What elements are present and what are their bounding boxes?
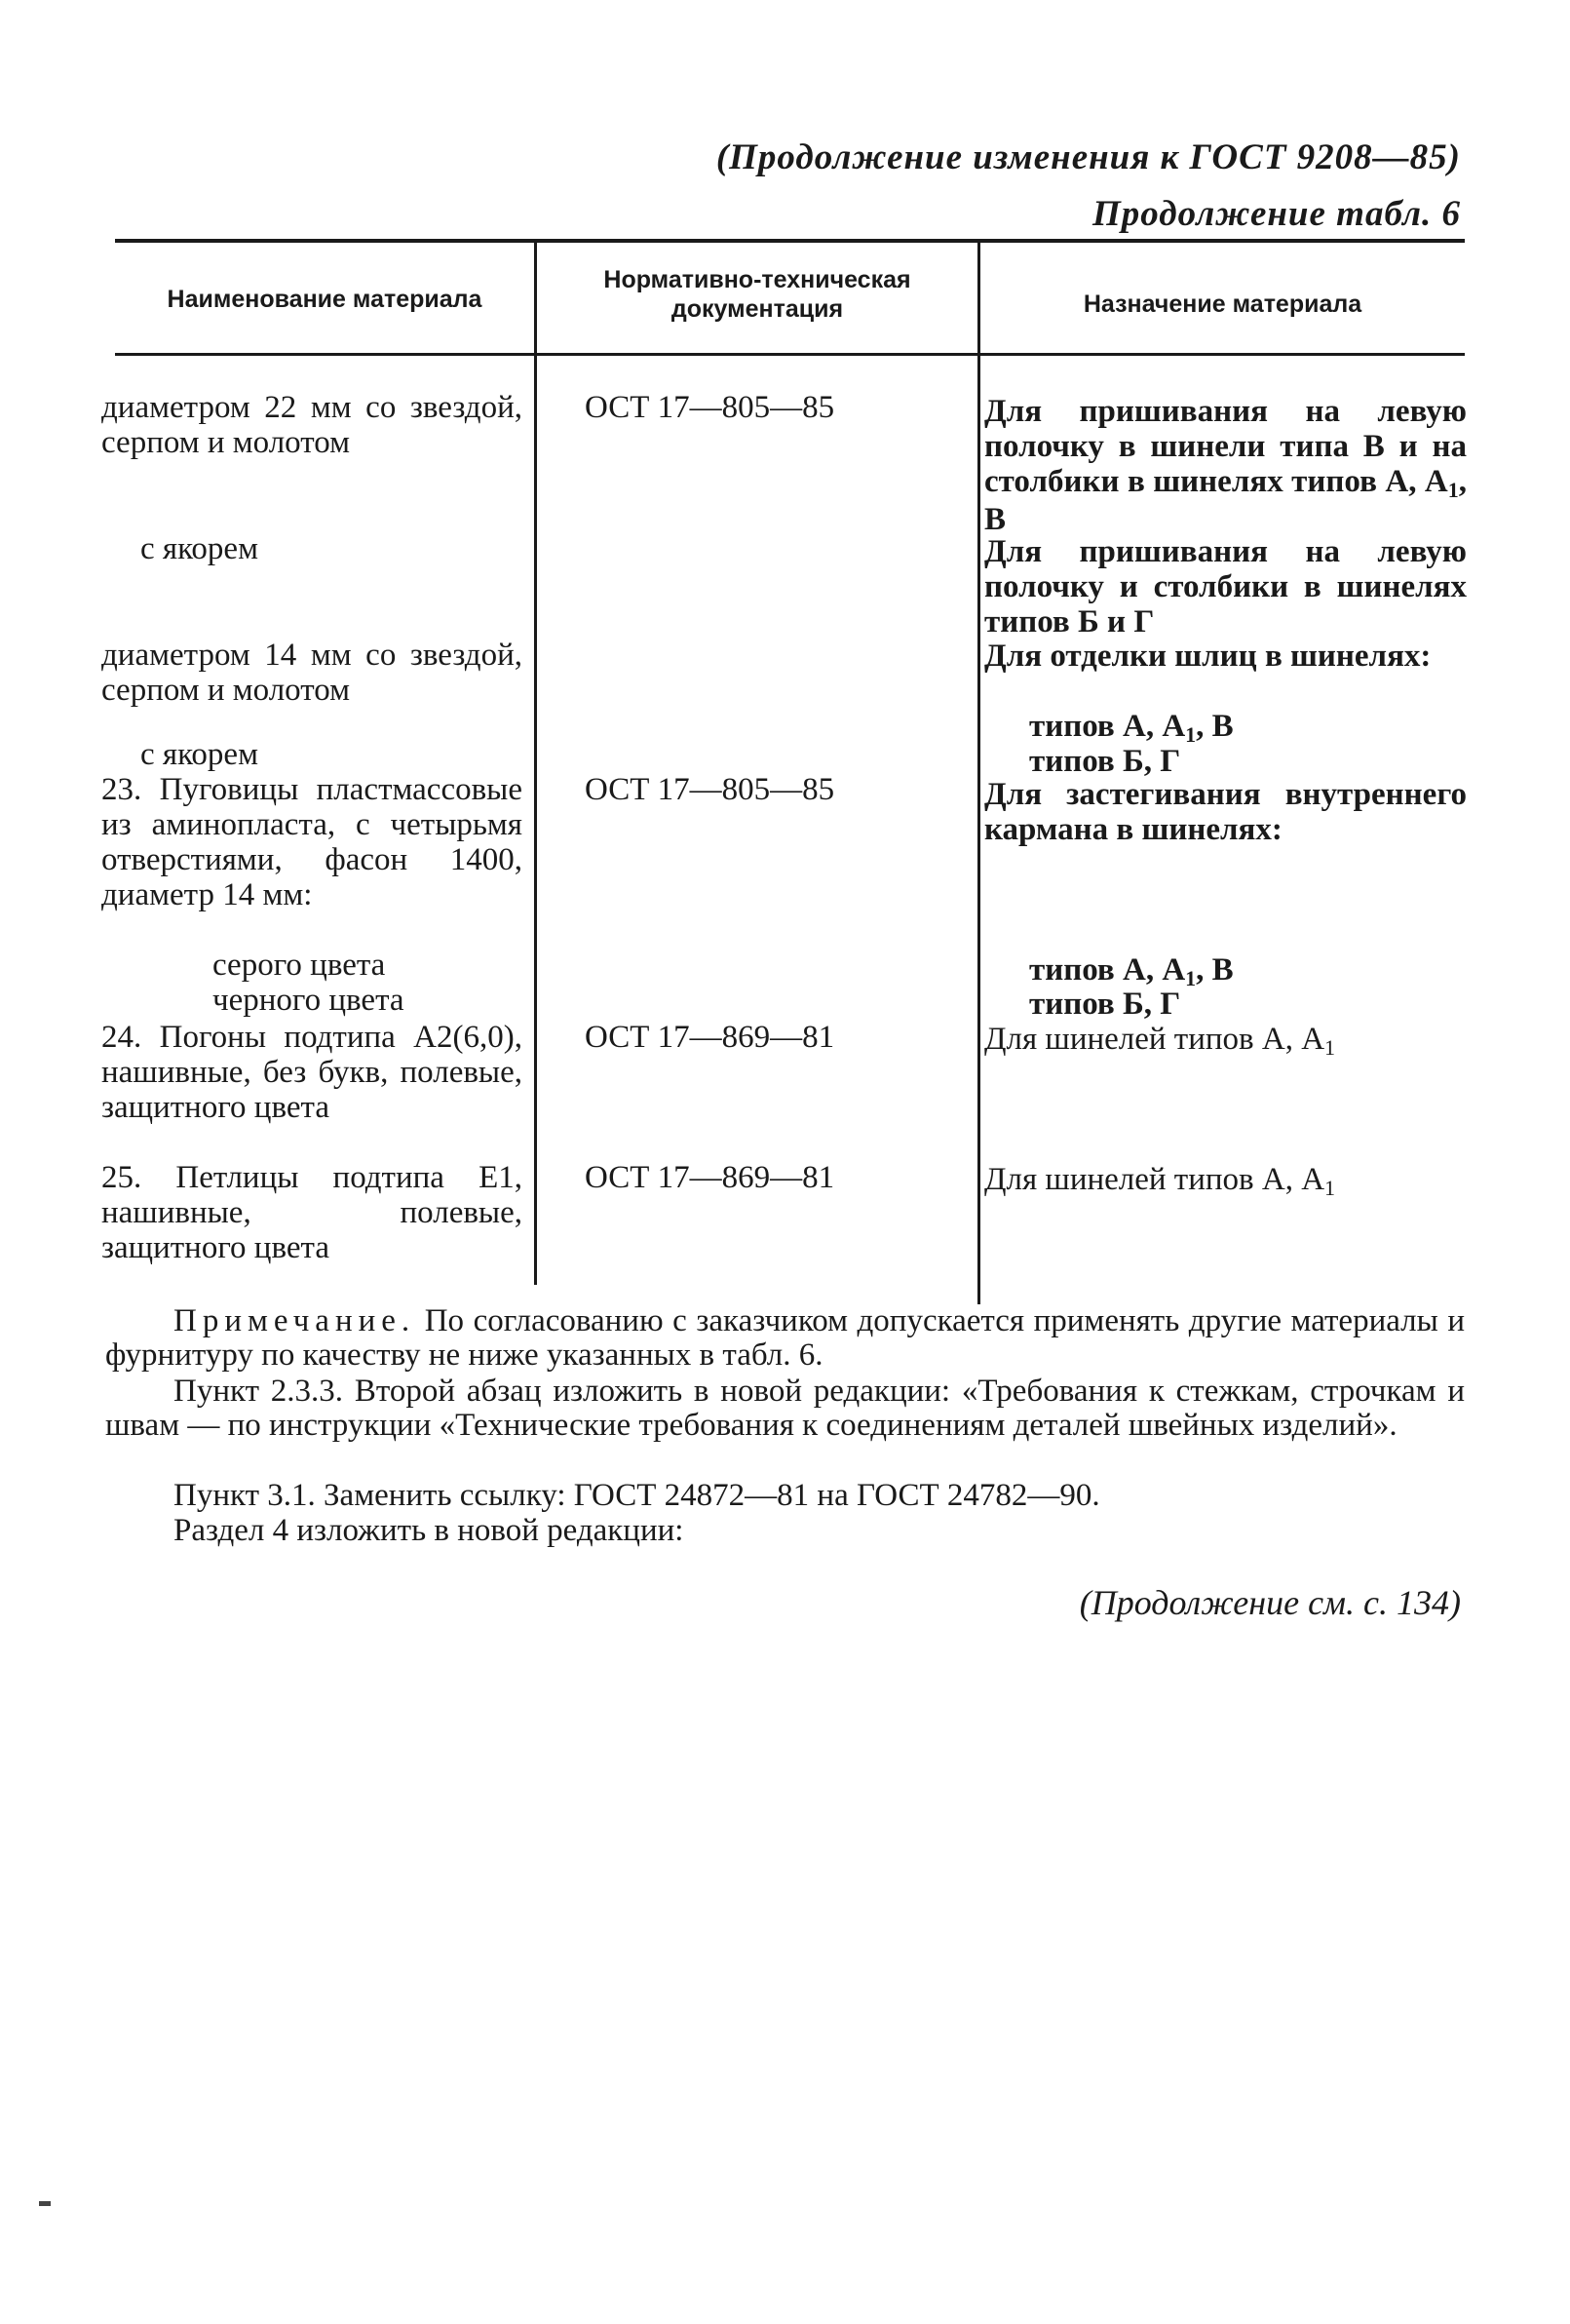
table-continuation-label: Продолжение табл. 6	[1092, 194, 1461, 234]
table-header-rule	[115, 353, 1465, 356]
purpose-inner-pocket: Для застегивания внутреннего кармана в шинелях:	[984, 777, 1467, 847]
material-name-buttons: 23. Пуговицы пластмассовые из аминопласта, с четырьмя отверстиями, фасон 1400, диаметр 14 мм:	[101, 772, 522, 912]
purpose-left-front: Для пришивания на левую полочку в шинели типа В и на столбики в шинелях типов А, А1, В	[984, 394, 1467, 537]
doc-ost-805-1: ОСТ 17—805—85	[585, 390, 835, 425]
purpose-pocket-types-a: типов А, А1, В	[1029, 952, 1234, 990]
continuation-header: (Продолжение изменения к ГОСТ 9208—85)	[715, 137, 1461, 177]
material-name-14mm: диаметром 14 мм со звездой, серпом и молотом	[101, 638, 522, 708]
amendment-3-1: Пункт 3.1. Заменить ссылку: ГОСТ 24872—81 на ГОСТ 24782—90.	[173, 1478, 1100, 1513]
material-color-grey: серого цвета	[212, 948, 386, 983]
doc-ost-869-2: ОСТ 17—869—81	[585, 1160, 835, 1195]
material-name-shoulder-straps: 24. Погоны подтипа А2(6,0), нашивные, без букв, полевые, защитного цвета	[101, 1020, 522, 1125]
scan-speck	[39, 2201, 51, 2206]
amendment-2-3-3: Пункт 2.3.3. Второй абзац изложить в новой редакции: «Требования к стежкам, строчкам и швам — по инструкции «Технические требования к соединениям деталей швейных изделий».	[105, 1374, 1465, 1443]
purpose-slit-finishing: Для отделки шлиц в шинелях:	[984, 639, 1432, 674]
purpose-slit-types-a: типов А, А1, В	[1029, 709, 1234, 747]
column-divider-2	[977, 242, 980, 1304]
purpose-slit-types-b: типов Б, Г	[1029, 744, 1181, 779]
purpose-shoulder-straps: Для шинелей типов А, А1	[984, 1022, 1336, 1060]
column-divider-1	[534, 242, 537, 1285]
continuation-footer: (Продолжение см. с. 134)	[1079, 1583, 1461, 1622]
purpose-pocket-types-b: типов Б, Г	[1029, 987, 1181, 1022]
material-name-anchor-22mm: с якорем	[140, 531, 258, 566]
doc-ost-869-1: ОСТ 17—869—81	[585, 1020, 835, 1055]
amendment-section-4: Раздел 4 изложить в новой редакции:	[173, 1513, 684, 1548]
material-name-22mm: диаметром 22 мм со звездой, серпом и молотом	[101, 390, 522, 460]
doc-ost-805-2: ОСТ 17—805—85	[585, 772, 835, 807]
column-header-documentation: Нормативно-техническая документация	[603, 266, 911, 323]
column-header-material: Наименование материала	[167, 286, 482, 313]
material-name-anchor-14mm: с якорем	[140, 737, 258, 772]
material-name-collar-tabs: 25. Петлицы подтипа Е1, нашивные, полевые, защитного цвета	[101, 1160, 522, 1265]
column-header-purpose: Назначение материала	[1083, 290, 1362, 318]
note-paragraph: Примечание. По согласованию с заказчиком допускается применять другие материалы и фурнитуру по качеству не ниже указанных в табл. 6.	[105, 1303, 1466, 1373]
table-top-rule	[115, 239, 1465, 243]
purpose-left-front-and-posts: Для пришивания на левую полочку и столбики в шинелях типов Б и Г	[984, 534, 1467, 639]
purpose-collar-tabs: Для шинелей типов А, А1	[984, 1162, 1336, 1200]
material-color-black: черного цвета	[212, 983, 404, 1018]
